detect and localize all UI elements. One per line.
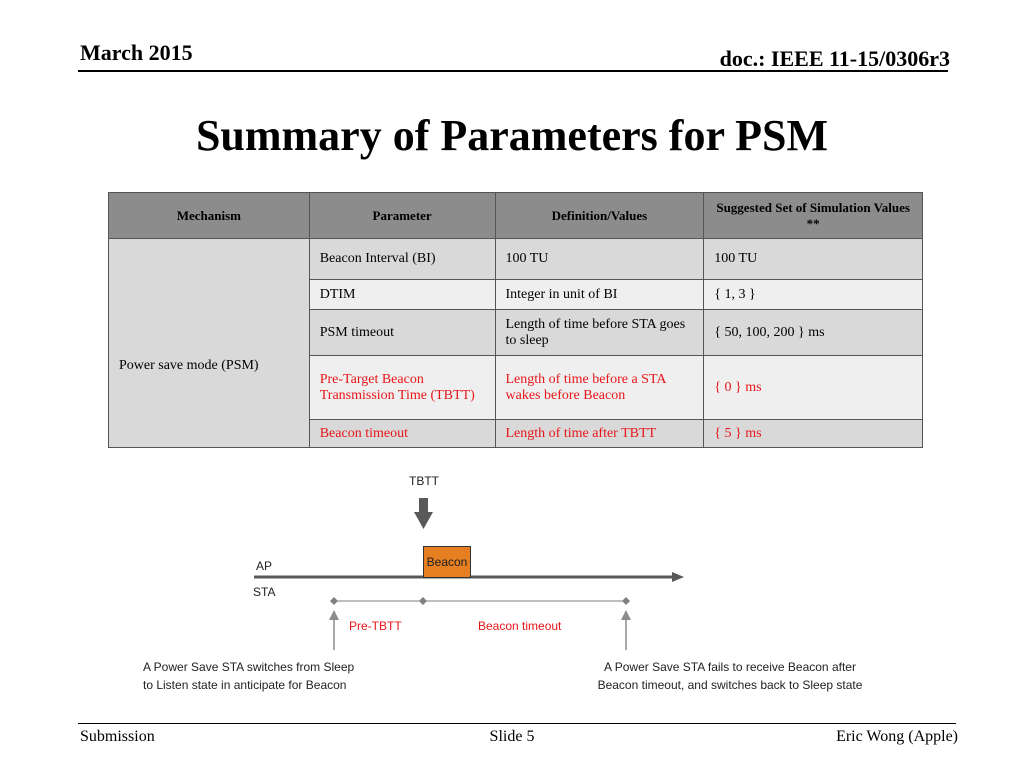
footer-rule bbox=[78, 723, 956, 724]
values-cell: 100 TU bbox=[704, 239, 923, 280]
parameter-cell: DTIM bbox=[309, 280, 495, 310]
definition-cell: Length of time before STA goes to sleep bbox=[495, 310, 704, 356]
parameter-cell: PSM timeout bbox=[309, 310, 495, 356]
beacon-box: Beacon bbox=[423, 546, 471, 578]
column-header-definition: Definition/Values bbox=[495, 193, 704, 239]
column-header-suggested-values: Suggested Set of Simulation Values ** bbox=[704, 193, 923, 239]
pre-tbtt-up-arrow-icon bbox=[329, 610, 339, 650]
footer-author: Eric Wong (Apple) bbox=[836, 728, 958, 745]
definition-cell: Integer in unit of BI bbox=[495, 280, 704, 310]
tbtt-arrow-icon bbox=[414, 498, 433, 529]
header-date: March 2015 bbox=[80, 40, 193, 65]
note-left-line-1: A Power Save STA switches from Sleep bbox=[143, 660, 355, 674]
sta-label: STA bbox=[253, 585, 276, 599]
footer-slide-number: Slide 5 bbox=[489, 728, 535, 745]
parameter-cell: Pre-Target Beacon Transmission Time (TBTT) bbox=[309, 356, 495, 420]
beacon-timeout-label: Beacon timeout bbox=[478, 619, 562, 633]
sta-interval-line bbox=[330, 597, 630, 605]
tbtt-label: TBTT bbox=[409, 474, 439, 488]
definition-cell: Length of time after TBTT bbox=[495, 420, 704, 448]
definition-cell: 100 TU bbox=[495, 239, 704, 280]
note-right bbox=[560, 658, 900, 694]
timeout-up-arrow-icon bbox=[621, 610, 631, 650]
note-left-line-2: to Listen state in anticipate for Beacon bbox=[143, 678, 347, 692]
column-header-mechanism: Mechanism bbox=[109, 193, 310, 239]
ap-label: AP bbox=[256, 559, 273, 573]
header-doc-id: doc.: IEEE 11-15/0306r3 bbox=[719, 46, 950, 71]
slide-title: Summary of Parameters for PSM bbox=[195, 111, 829, 160]
mechanism-cell: Power save mode (PSM) bbox=[109, 239, 310, 448]
values-cell: { 1, 3 } bbox=[704, 280, 923, 310]
footer-submission: Submission bbox=[80, 728, 155, 745]
parameter-cell: Beacon timeout bbox=[309, 420, 495, 448]
values-cell: { 50, 100, 200 } ms bbox=[704, 310, 923, 356]
values-cell: { 0 } ms bbox=[704, 356, 923, 420]
note-right-line-1: A Power Save STA fails to receive Beacon after bbox=[604, 660, 856, 674]
column-header-parameter: Parameter bbox=[309, 193, 495, 239]
values-cell: { 5 } ms bbox=[704, 420, 923, 448]
parameter-cell: Beacon Interval (BI) bbox=[309, 239, 495, 280]
note-left bbox=[143, 658, 354, 694]
definition-cell: Length of time before a STA wakes before Beacon bbox=[495, 356, 704, 420]
note-right-line-2: Beacon timeout, and switches back to Sleep state bbox=[597, 678, 863, 692]
pre-tbtt-label: Pre-TBTT bbox=[349, 619, 402, 633]
